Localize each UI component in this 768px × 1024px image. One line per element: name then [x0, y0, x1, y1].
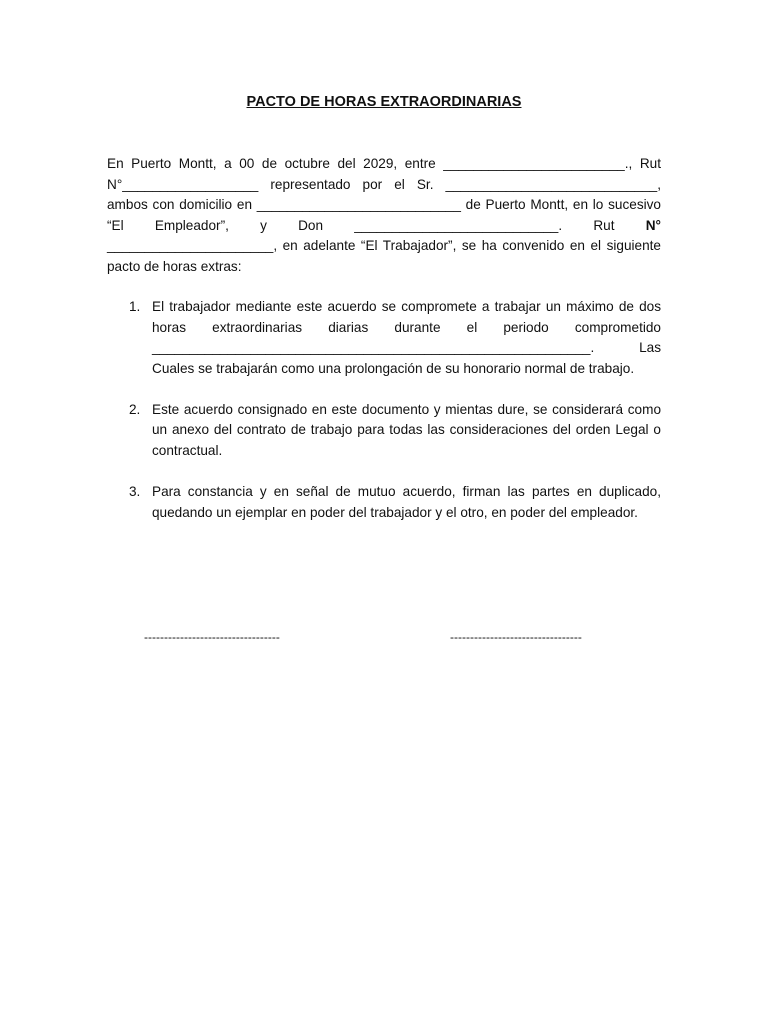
clause-item-2: [107, 400, 661, 462]
clause-text: Este acuerdo consignado en este documento y mientas dure, se considerará como un anexo del contrato de trabajo para todas las consideraciones del orden Legal o contractual.: [152, 401, 661, 459]
intro-text-end: ______________________, en adelante “El Trabajador”, se ha convenido en el siguiente pacto de horas extras:: [107, 238, 661, 274]
clause-text: El trabajador mediante este acuerdo se compromete a trabajar un máximo de dos horas extraordinarias diarias durante el periodo comprometido __________________________________________________________. Las Cuales se trabajarán como una prolongación de su honorario normal de trabajo.: [152, 299, 661, 376]
clause-number: 1.: [129, 299, 141, 314]
clause-number: 3.: [129, 484, 141, 500]
clause-text: Para constancia y en señal de mutuo acuerdo, firman las partes en duplicado, quedando un ejemplar en poder del trabajador y el otro, en poder del empleador.: [152, 484, 661, 520]
clause-list: [107, 297, 661, 544]
signature-line-right: ---------------------------------: [450, 630, 582, 644]
document-title: PACTO DE HORAS EXTRAORDINARIAS: [246, 94, 522, 110]
clause-item-1: [107, 297, 661, 379]
intro-text-middle: , Rut N°__________________ representado por el Sr. ____________________________, ambos con domicilio en ___________________________ de Puerto Montt, en lo sucesivo “El Empleador”, y Don ___________________________. Rut: [107, 156, 661, 233]
intro-rut-label: N°: [645, 217, 661, 233]
intro-paragraph: [107, 154, 661, 278]
clause-item-3: [107, 482, 661, 523]
signature-line-left: ----------------------------------: [144, 630, 280, 644]
clause-number: 2.: [129, 401, 141, 417]
intro-text-start: En Puerto Montt, a 00 de octubre del 2029, entre ________________________.: [107, 156, 629, 171]
